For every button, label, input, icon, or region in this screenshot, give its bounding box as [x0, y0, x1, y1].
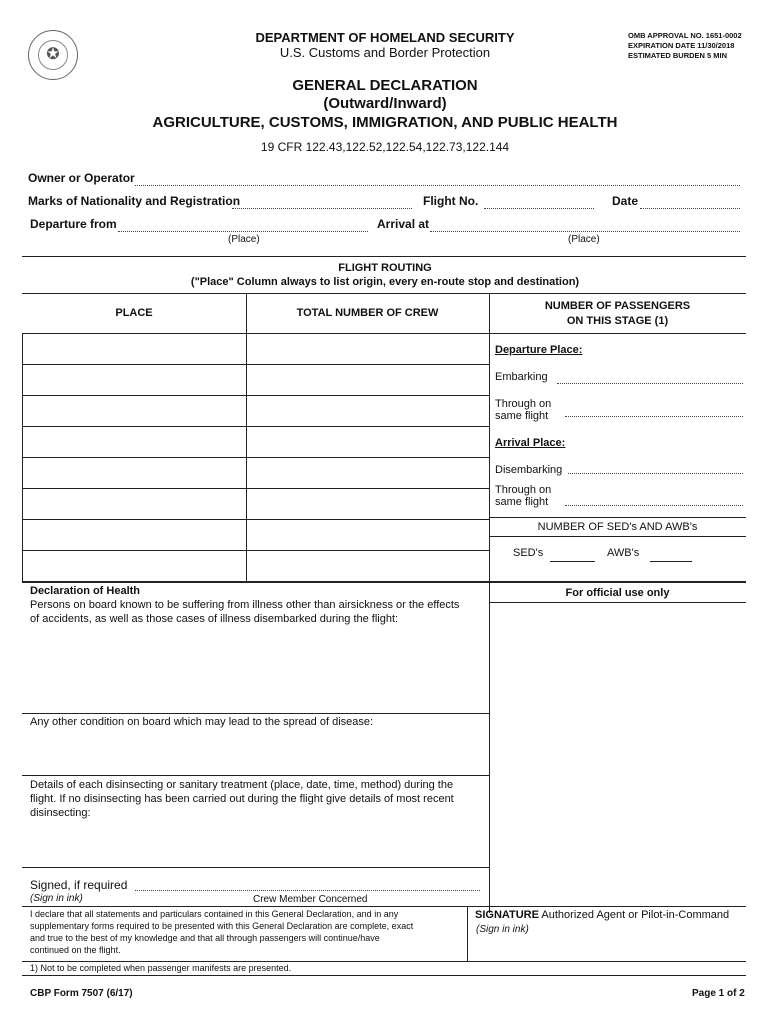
row-line-6 — [22, 519, 489, 520]
row-line-1 — [22, 364, 489, 365]
col-header-passengers-1: NUMBER OF PASSENGERS — [544, 300, 691, 312]
through-label-2: Through on — [495, 484, 552, 496]
signature-bold: SIGNATURE — [475, 909, 539, 921]
routing-top-rule — [22, 256, 746, 257]
row-line-2 — [22, 395, 489, 396]
other-condition-label: Any other condition on board which may lead to the spread of disease: — [30, 716, 374, 728]
signature-role: Authorized Agent or Pilot-in-Command — [538, 909, 730, 921]
col-divider-1 — [246, 293, 247, 581]
arrival-field[interactable] — [430, 231, 740, 232]
col-header-place: PLACE — [115, 307, 153, 319]
flight-label: Flight No. — [423, 194, 479, 208]
disinsect-text-3: disinsecting: — [30, 807, 91, 819]
disinsect-text-2: flight. If no disinsecting has been carried out during the flight give details of most recent — [30, 793, 454, 805]
declaration-divider — [467, 906, 468, 961]
health-divider-1 — [22, 713, 489, 714]
page-number: Page 1 of 2 — [692, 988, 745, 999]
sed-field[interactable] — [550, 561, 595, 562]
department-name: DEPARTMENT OF HOMELAND SECURITY — [255, 30, 515, 45]
sed-awb-title: NUMBER OF SED's AND AWB's — [537, 521, 698, 533]
row-line-3 — [22, 426, 489, 427]
through-label-1: Through on — [495, 398, 552, 410]
disinsect-text-1: Details of each disinsecting or sanitary treatment (place, date, time, method) during the — [30, 779, 454, 791]
departure-place-label: Departure Place: — [495, 344, 583, 356]
table-left-border — [22, 333, 23, 581]
expiration-date: EXPIRATION DATE 11/30/2018 — [628, 41, 735, 50]
health-divider-2 — [22, 775, 489, 776]
row-line-5 — [22, 488, 489, 489]
place-hint-arrival: (Place) — [568, 234, 600, 245]
declaration-line-2: supplementary forms required to be presented with this General Declaration are complete, exact — [30, 921, 414, 931]
agency-name: U.S. Customs and Border Protection — [279, 45, 491, 60]
awb-field[interactable] — [650, 561, 692, 562]
routing-subtitle: ("Place" Column always to list origin, every en-route stop and destination) — [190, 276, 580, 288]
departure-field[interactable] — [118, 231, 368, 232]
row-line-4 — [22, 457, 489, 458]
official-use-label: For official use only — [565, 587, 670, 599]
embarking-label: Embarking — [495, 371, 548, 383]
estimated-burden: ESTIMATED BURDEN 5 MIN — [628, 51, 728, 60]
same-flight-label-1: same flight — [495, 410, 549, 422]
same-flight-label-2: same flight — [495, 496, 549, 508]
health-text-2: of accidents, as well as those cases of illness disembarked during the flight: — [30, 613, 399, 625]
sed-section-top — [489, 517, 746, 518]
arrival-label: Arrival at — [377, 217, 430, 231]
owner-label: Owner or Operator — [28, 171, 135, 185]
health-text-1: Persons on board known to be suffering from illness other than airsickness or the effects — [30, 599, 460, 611]
form-scope: AGRICULTURE, CUSTOMS, IMMIGRATION, AND PUBLIC HEALTH — [152, 114, 618, 131]
health-top-rule — [22, 581, 746, 583]
cfr-reference: 19 CFR 122.43,122.52,122.54,122.73,122.144 — [260, 140, 510, 154]
embarking-field[interactable] — [557, 383, 743, 384]
through-arrival-field[interactable] — [565, 505, 743, 506]
place-hint-departure: (Place) — [228, 234, 260, 245]
routing-title: FLIGHT ROUTING — [338, 262, 432, 274]
health-divider-3 — [22, 867, 489, 868]
declaration-line-1: I declare that all statements and particulars contained in this General Declaration, and in any — [30, 909, 399, 919]
marks-field[interactable] — [232, 208, 412, 209]
sign-ink-hint: (Sign in ink) — [30, 893, 83, 904]
form-subtitle: (Outward/Inward) — [323, 95, 447, 112]
date-field[interactable] — [640, 208, 740, 209]
sed-section-divider — [489, 536, 746, 537]
official-use-rule — [489, 602, 746, 603]
awb-label: AWB's — [607, 547, 640, 559]
crew-member-label: Crew Member Concerned — [253, 894, 368, 905]
footnote: 1) Not to be completed when passenger manifests are presented. — [30, 963, 292, 973]
departure-label: Departure from — [30, 217, 117, 231]
col-header-passengers-2: ON THIS STAGE (1) — [566, 315, 669, 327]
owner-field[interactable] — [135, 185, 740, 186]
pilot-signature-field[interactable] — [475, 935, 740, 959]
header-row-bottom — [22, 333, 746, 334]
declaration-line-3: and true to the best of my knowledge and that all through passengers will continue/have — [30, 933, 380, 943]
omb-approval: OMB APPROVAL NO. 1651-0002 — [628, 31, 742, 40]
row-line-7 — [22, 550, 489, 551]
disembarking-field[interactable] — [568, 473, 743, 474]
signature-label — [475, 909, 729, 921]
signed-label: Signed, if required — [30, 878, 128, 892]
date-label: Date — [612, 194, 639, 208]
col-divider-2 — [489, 293, 490, 913]
crew-signature-field[interactable] — [135, 890, 480, 891]
eagle-icon: ✪ — [46, 46, 60, 63]
signature-ink-hint: (Sign in ink) — [476, 924, 529, 935]
col-header-crew: TOTAL NUMBER OF CREW — [296, 307, 439, 319]
table-top-border — [22, 293, 746, 294]
health-title: Declaration of Health — [30, 585, 141, 597]
arrival-place-label: Arrival Place: — [495, 437, 566, 449]
declaration-top-rule — [22, 906, 746, 907]
footnote-top-rule — [22, 961, 746, 962]
through-departure-field[interactable] — [565, 416, 743, 417]
footnote-bottom-rule — [22, 975, 746, 976]
form-id: CBP Form 7507 (6/17) — [30, 988, 133, 999]
form-title: GENERAL DECLARATION — [292, 77, 478, 94]
disembarking-label: Disembarking — [495, 464, 563, 476]
sed-label: SED's — [513, 547, 544, 559]
flight-field[interactable] — [484, 208, 594, 209]
declaration-line-4: continued on the flight. — [30, 945, 121, 955]
marks-label: Marks of Nationality and Registration — [28, 194, 241, 208]
dhs-seal-icon — [28, 30, 78, 80]
